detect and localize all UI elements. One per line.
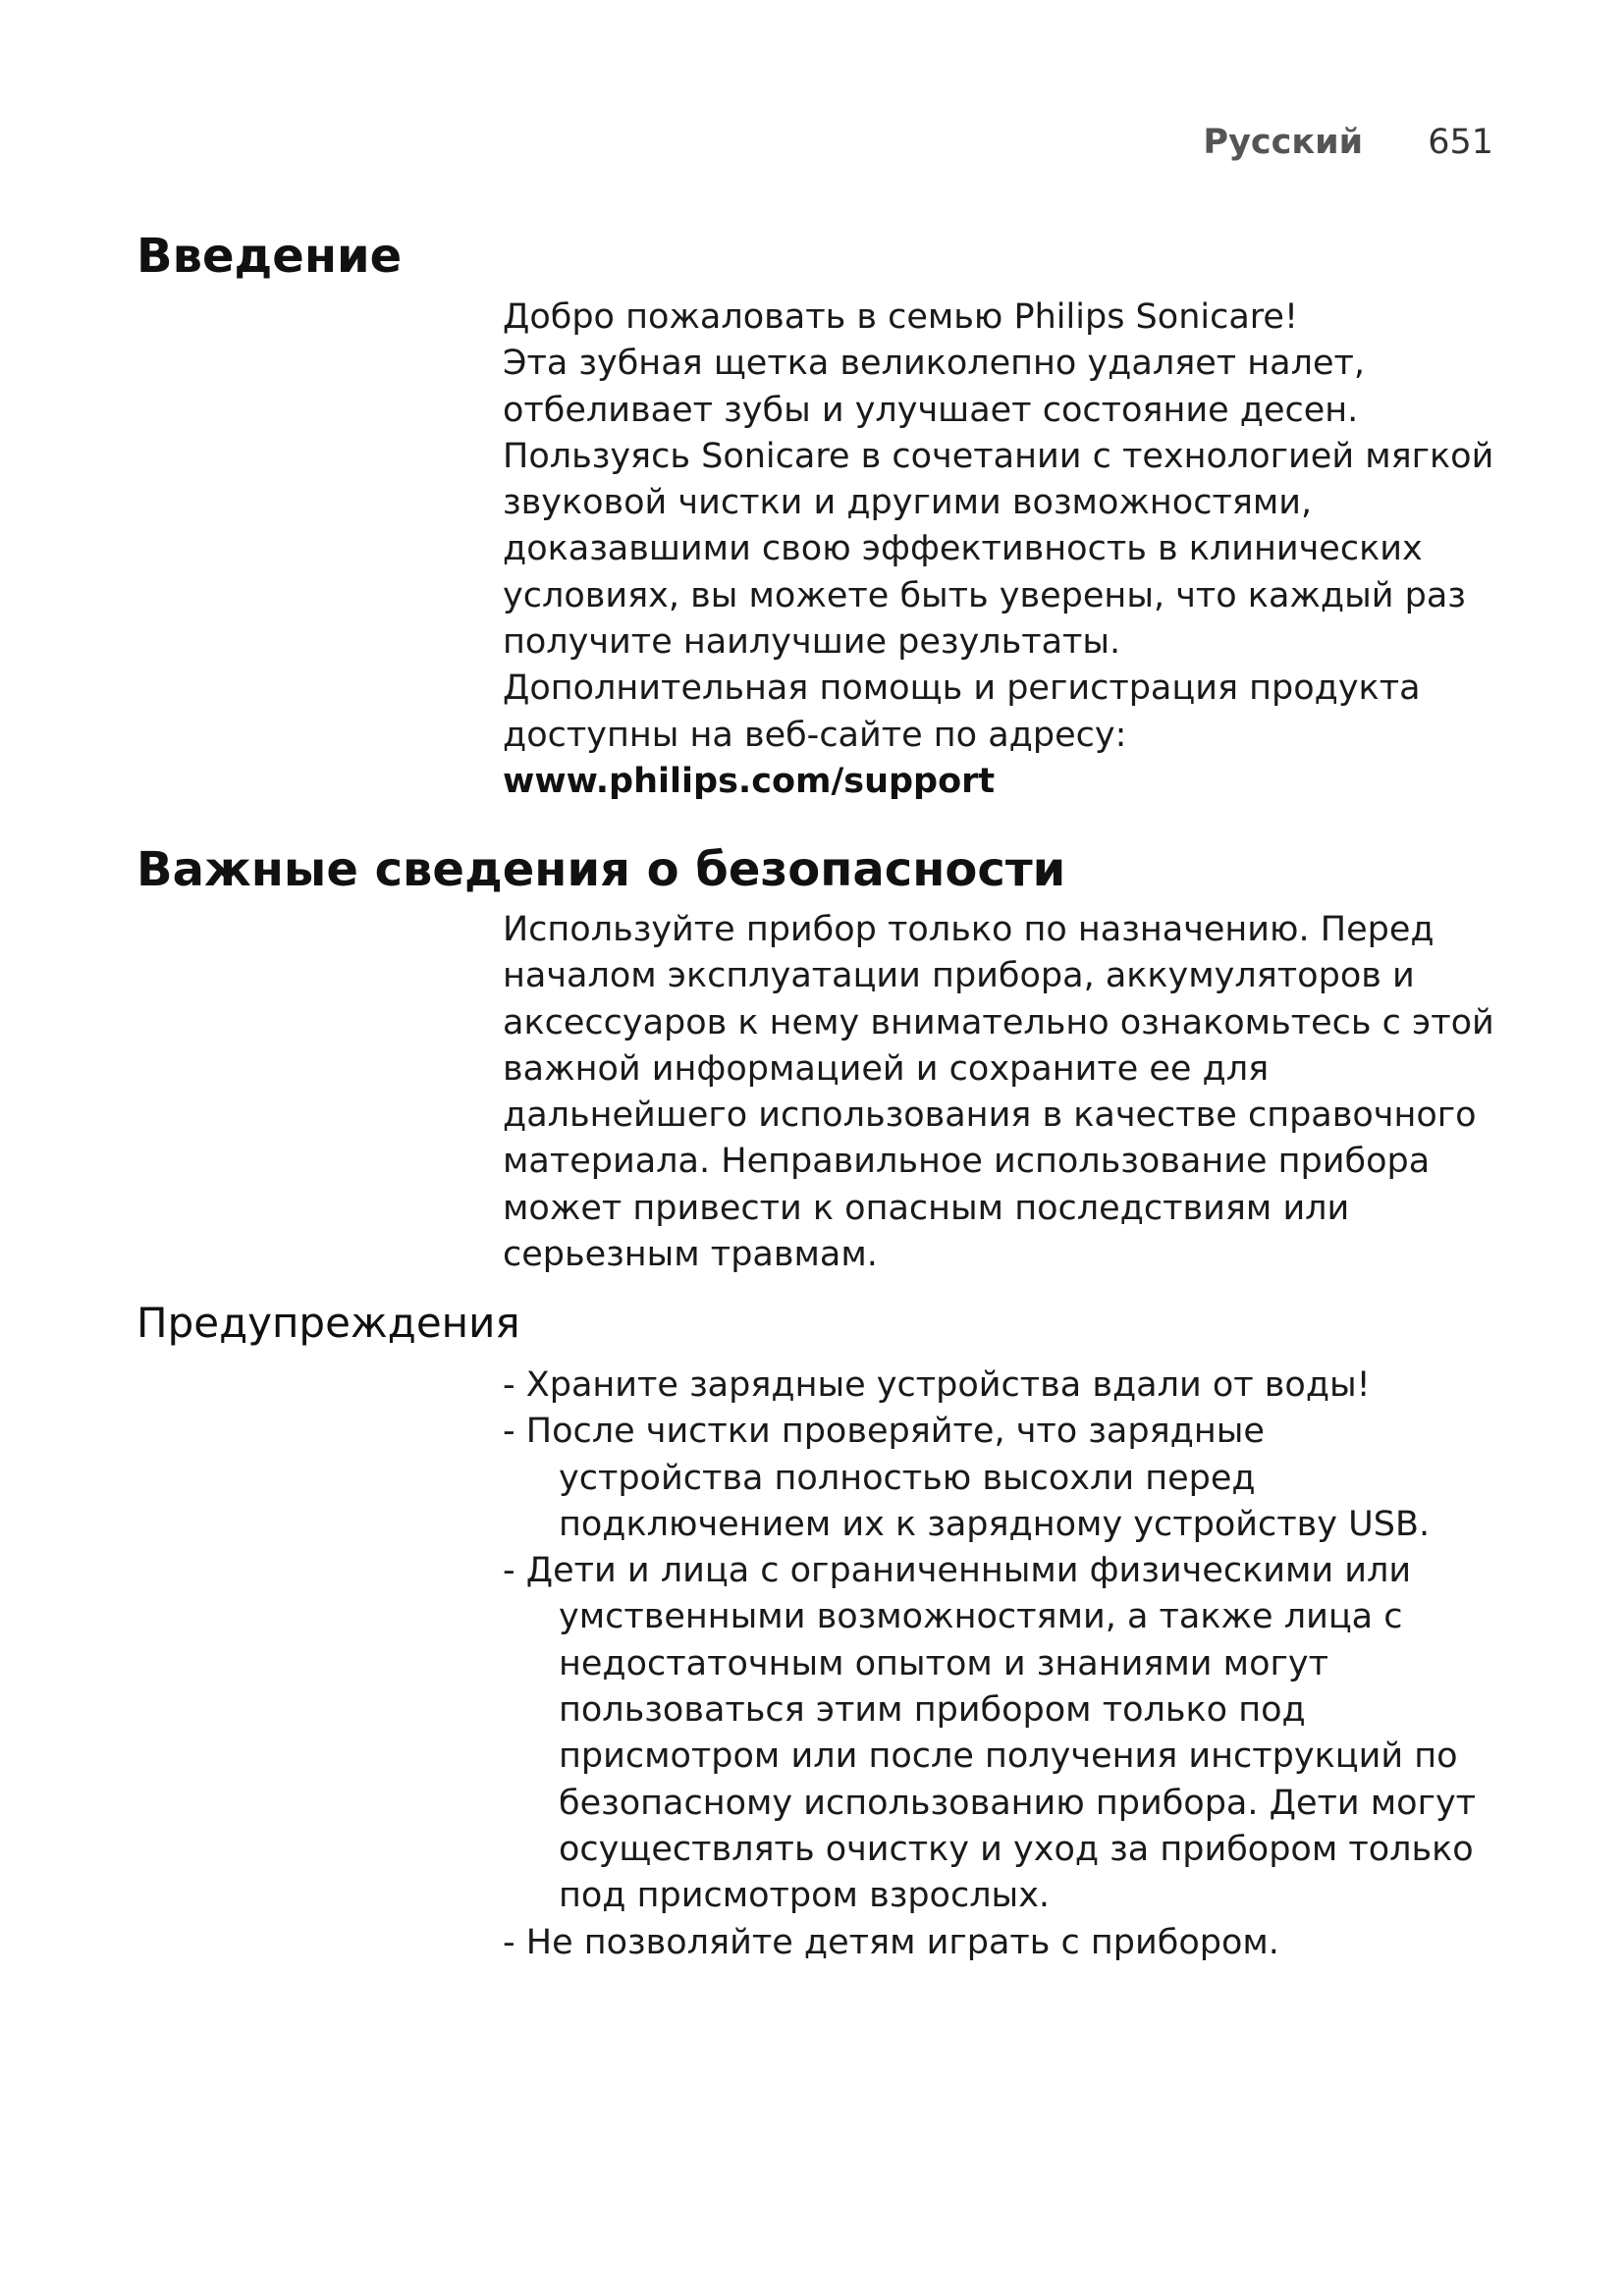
warning-item — [503, 1548, 1494, 1919]
safety-heading: Важные сведения о безопасности — [136, 842, 1066, 897]
warning-line: умственными возможностями, а также лица с — [559, 1597, 1403, 1637]
intro-line: Пользуясь Sonicare в сочетании с технологией мягкой — [503, 436, 1494, 476]
support-link[interactable]: www.philips.com/support — [503, 761, 996, 801]
intro-line: доступны на веб-сайте по адресу: — [503, 715, 1127, 755]
warning-item — [503, 1362, 1494, 1409]
intro-body — [503, 294, 1494, 805]
intro-line: отбеливает зубы и улучшает состояние десен. — [503, 390, 1359, 430]
intro-line: звуковой чистки и другими возможностями, — [503, 483, 1313, 523]
safety-body — [503, 907, 1494, 1278]
warning-line: - Не позволяйте детям играть с прибором. — [503, 1922, 1279, 1962]
safety-line: важной информацией и сохраните ее для — [503, 1048, 1270, 1089]
safety-line: материала. Неправильное использование прибора — [503, 1142, 1431, 1182]
intro-line: доказавшими свою эффективность в клинических — [503, 529, 1423, 569]
page-number: 651 — [1428, 123, 1493, 162]
safety-line: аксессуаров к нему внимательно ознакомьтесь с этой — [503, 1002, 1494, 1042]
intro-line: Добро пожаловать в семью Philips Sonicare! — [503, 297, 1298, 337]
warnings-heading: Предупреждения — [136, 1299, 520, 1347]
intro-line: получите наилучшие результаты. — [503, 622, 1121, 663]
warning-line: устройства полностью высохли перед — [559, 1458, 1256, 1498]
safety-line: началом эксплуатации прибора, аккумуляторов и — [503, 956, 1415, 996]
safety-line: дальнейшего использования в качестве справочного — [503, 1095, 1477, 1136]
warning-item — [503, 1920, 1494, 1966]
warnings-list — [503, 1362, 1494, 1966]
warning-line: под присмотром взрослых. — [559, 1876, 1051, 1916]
header-language: Русский — [1203, 123, 1364, 162]
warning-line: - Дети и лица с ограниченными физическими или — [503, 1551, 1412, 1591]
warning-line: - После чистки проверяйте, что зарядные — [503, 1412, 1265, 1452]
warning-line: осуществлять очистку и уход за прибором только — [559, 1829, 1474, 1869]
intro-line: Дополнительная помощь и регистрация продукта — [503, 668, 1421, 709]
warning-line: присмотром или после получения инструкций по — [559, 1736, 1458, 1777]
page-header — [1203, 123, 1493, 162]
warning-line: - Храните зарядные устройства вдали от воды! — [503, 1365, 1371, 1405]
safety-line: может привести к опасным последствиям или — [503, 1188, 1350, 1228]
warning-line: пользоваться этим прибором только под — [559, 1690, 1306, 1731]
safety-line: Используйте прибор только по назначению. Перед — [503, 910, 1435, 949]
warning-line: недостаточным опытом и знаниями могут — [559, 1643, 1328, 1683]
warning-line: подключением их к зарядному устройству USB. — [559, 1504, 1431, 1544]
intro-line: условиях, вы можете быть уверены, что каждый раз — [503, 575, 1466, 615]
safety-line: серьезным травмам. — [503, 1235, 878, 1275]
intro-heading: Введение — [136, 229, 403, 284]
warning-item — [503, 1409, 1494, 1548]
intro-line: Эта зубная щетка великолепно удаляет налет, — [503, 344, 1366, 384]
warning-line: безопасному использованию прибора. Дети могут — [559, 1783, 1477, 1823]
